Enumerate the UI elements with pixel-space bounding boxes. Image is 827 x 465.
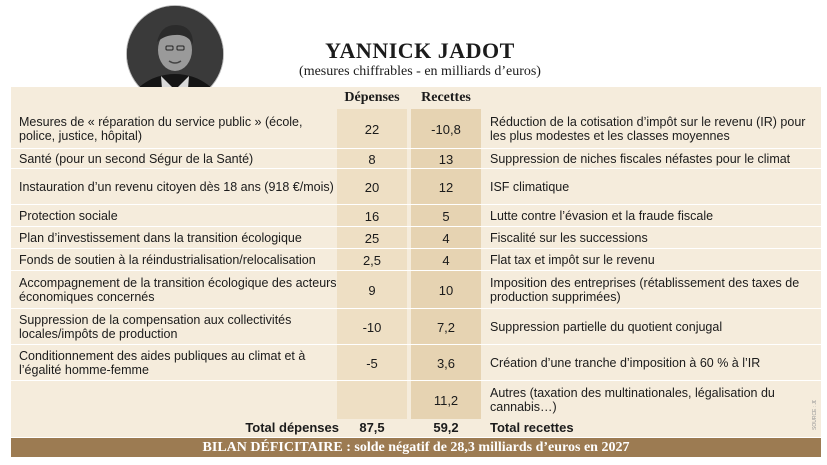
depense-value: 2,5 bbox=[362, 252, 382, 268]
depense-value: 16 bbox=[364, 208, 380, 224]
table-row bbox=[11, 249, 821, 271]
depense-label bbox=[19, 381, 337, 419]
recette-value: 11,2 bbox=[433, 392, 459, 408]
recette-value: 12 bbox=[438, 179, 454, 195]
depense-label: Conditionnement des aides publiques au climat et à l’égalité homme-femme bbox=[19, 349, 306, 377]
table-row bbox=[11, 149, 821, 169]
recette-label: Autres (taxation des multinationales, légalisation du cannabis…) bbox=[490, 386, 775, 414]
recette-label: Flat tax et impôt sur le revenu bbox=[490, 253, 655, 267]
table-row bbox=[11, 381, 821, 419]
recettes-header: Recettes bbox=[421, 90, 471, 105]
recette-label: Suppression de niches fiscales néfastes pour le climat bbox=[490, 152, 791, 166]
recette-value: 5 bbox=[442, 208, 450, 224]
recette-value: 13 bbox=[438, 151, 454, 167]
depense-label: Protection sociale bbox=[19, 209, 118, 223]
total-recettes-label: Total recettes bbox=[490, 420, 574, 435]
source-credit bbox=[809, 400, 819, 430]
totals-row bbox=[11, 419, 821, 437]
recette-label: Fiscalité sur les successions bbox=[490, 231, 648, 245]
page-title: YANNICK JADOT bbox=[325, 38, 515, 63]
total-recettes-value: 59,2 bbox=[433, 420, 459, 435]
source-credit-text: SOURCE : JDD bbox=[812, 400, 818, 430]
recette-label: Lutte contre l’évasion et la fraude fiscale bbox=[490, 209, 714, 223]
depense-value: 9 bbox=[368, 282, 376, 298]
depense-value: 22 bbox=[364, 121, 380, 137]
recette-label: Réduction de la cotisation d’impôt sur le revenu (IR) pour les plus modestes et les classes moyennes bbox=[490, 115, 806, 143]
table-row bbox=[11, 227, 821, 249]
table-row bbox=[11, 169, 821, 205]
depense-value: 20 bbox=[364, 179, 380, 195]
recette-value: -10,8 bbox=[431, 121, 461, 137]
depense-value: -5 bbox=[366, 355, 378, 371]
recette-value: 4 bbox=[442, 230, 450, 246]
table-row bbox=[11, 205, 821, 227]
table-row bbox=[11, 345, 821, 381]
depense-label: Suppression de la compensation aux collectivités locales/impôts de production bbox=[19, 313, 292, 341]
recette-value: 7,2 bbox=[436, 319, 456, 335]
depense-value: 8 bbox=[368, 151, 376, 167]
recette-value: 4 bbox=[442, 252, 450, 268]
depense-value bbox=[337, 381, 407, 419]
recette-label: Création d’une tranche d’imposition à 60 % à l’IR bbox=[490, 356, 761, 370]
table-row bbox=[11, 271, 821, 309]
total-depenses-label: Total dépenses bbox=[245, 420, 339, 435]
total-depenses-value: 87,5 bbox=[359, 420, 385, 435]
depenses-header: Dépenses bbox=[344, 90, 400, 105]
depense-label: Fonds de soutien à la réindustrialisation/relocalisation bbox=[19, 253, 316, 267]
depense-label: Instauration d’un revenu citoyen dès 18 ans (918 €/mois) bbox=[19, 180, 334, 194]
depense-label: Mesures de « réparation du service public » (école, police, justice, hôpital) bbox=[19, 115, 303, 143]
recette-value: 10 bbox=[438, 282, 454, 298]
table-row bbox=[11, 109, 821, 149]
recette-label: ISF climatique bbox=[490, 180, 570, 194]
depense-value: -10 bbox=[362, 319, 382, 335]
page-subtitle: (mesures chiffrables - en milliards d’euros) bbox=[299, 64, 541, 79]
recette-label: Suppression partielle du quotient conjugal bbox=[490, 320, 723, 334]
table-row bbox=[11, 309, 821, 345]
depense-label: Plan d’investissement dans la transition écologique bbox=[19, 231, 302, 245]
depense-label: Santé (pour un second Ségur de la Santé) bbox=[19, 152, 254, 166]
recette-value: 3,6 bbox=[436, 355, 456, 371]
depense-label: Accompagnement de la transition écologique des acteurs économiques concernés bbox=[19, 276, 337, 304]
balance-banner: BILAN DÉFICITAIRE : solde négatif de 28,3 milliards d’euros en 2027 bbox=[11, 438, 821, 457]
depense-value: 25 bbox=[364, 230, 380, 246]
recette-label: Imposition des entreprises (rétablissement des taxes de production supprimées) bbox=[490, 276, 800, 304]
